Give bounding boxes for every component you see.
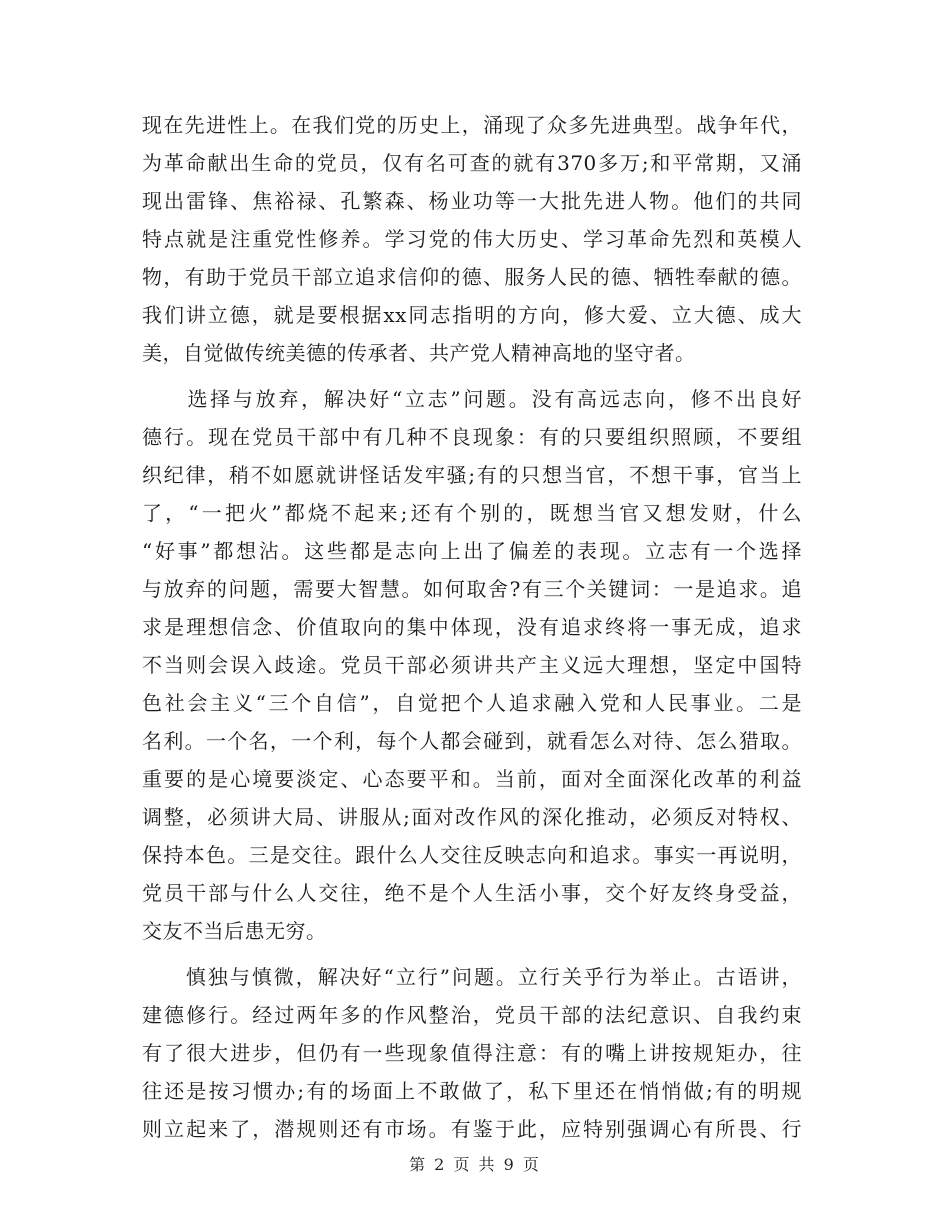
text-line: 交友不当后患无穷。: [142, 919, 327, 943]
text-line: 与放弃的问题，需要大智慧。如何取舍?有三个关键词：一是追求。追: [142, 577, 802, 601]
text-line: 为革命献出生命的党员，仅有名可查的就有370多万;和平常期，又涌: [142, 151, 802, 175]
text-line: 调整，必须讲大局、讲服从;面对改作风的深化推动，必须反对特权、: [142, 805, 802, 829]
text-line: 重要的是心境要淡定、心态要平和。当前，面对全面深化改革的利益: [142, 767, 802, 791]
text-line: 选择与放弃，解决好“立志”问题。没有高远志向，修不出良好: [142, 387, 802, 411]
text-line: 特点就是注重党性修养。学习党的伟大历史、学习革命先烈和英模人: [142, 227, 802, 251]
text-line: 慎独与慎微，解决好“立行”问题。立行关乎行为举止。古语讲，: [142, 965, 802, 989]
paragraph-2: [142, 380, 802, 950]
text-line: 建德修行。经过两年多的作风整治，党员干部的法纪意识、自我约束: [142, 1003, 802, 1027]
text-line: 求是理想信念、价值取向的集中体现，没有追求终将一事无成，追求: [142, 615, 802, 639]
text-line: 织纪律，稍不如愿就讲怪话发牢骚;有的只想当官，不想干事，官当上: [142, 463, 802, 487]
text-line: 党员干部与什么人交往，绝不是个人生活小事，交个好友终身受益，: [142, 881, 802, 905]
text-line: 现出雷锋、焦裕禄、孔繁森、杨业功等一大批先进人物。他们的共同: [142, 189, 802, 213]
text-line: 名利。一个名，一个利，每个人都会碰到，就看怎么对待、怎么猎取。: [142, 729, 802, 753]
text-line: 不当则会误入歧途。党员干部必须讲共产主义远大理想，坚定中国特: [142, 653, 802, 677]
text-line: 则立起来了，潜规则还有市场。有鉴于此，应特别强调心有所畏、行: [142, 1117, 802, 1141]
text-line: 了，“一把火”都烧不起来;还有个别的，既想当官又想发财，什么: [142, 501, 802, 525]
paragraph-3: [142, 958, 802, 1148]
text-line: 现在先进性上。在我们党的历史上，涌现了众多先进典型。战争年代，: [142, 113, 802, 137]
text-line: 物，有助于党员干部立追求信仰的德、服务人民的德、牺牲奉献的德。: [142, 265, 802, 289]
text-line: “好事”都想沾。这些都是志向上出了偏差的表现。立志有一个选择: [142, 539, 802, 563]
text-line: 美，自觉做传统美德的传承者、共产党人精神高地的坚守者。: [142, 341, 696, 365]
text-line: 往还是按习惯办;有的场面上不敢做了，私下里还在悄悄做;有的明规: [142, 1079, 802, 1103]
text-line: 我们讲立德，就是要根据xx同志指明的方向，修大爱、立大德、成大: [142, 303, 802, 327]
text-line: 有了很大进步，但仍有一些现象值得注意：有的嘴上讲按规矩办，往: [142, 1041, 802, 1065]
text-line: 德行。现在党员干部中有几种不良现象：有的只要组织照顾，不要组: [142, 425, 802, 449]
paragraph-1: [142, 106, 802, 372]
page-number-footer: 第 2 页 共 9 页: [409, 1155, 541, 1174]
text-line: 保持本色。三是交往。跟什么人交往反映志向和追求。事实一再说明，: [142, 843, 802, 867]
text-line: 色社会主义“三个自信”，自觉把个人追求融入党和人民事业。二是: [142, 691, 802, 715]
document-body: [142, 106, 802, 1156]
